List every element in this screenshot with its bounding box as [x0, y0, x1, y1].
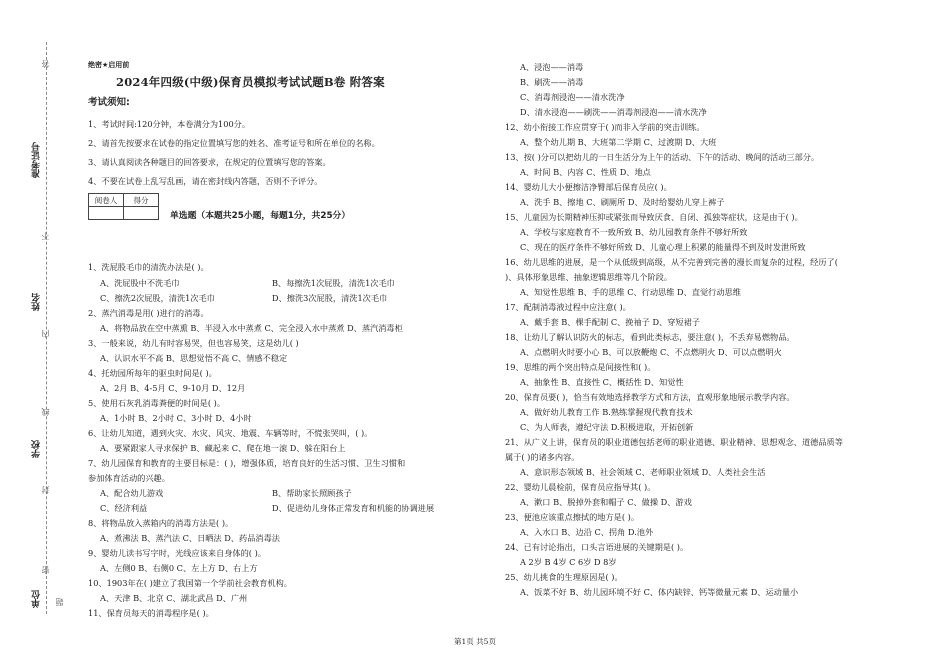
question-line: A、天津 B、北京 C、湖北武昌 D、广州	[100, 593, 248, 603]
side-mark: 密	[41, 566, 50, 574]
grader-table	[88, 193, 159, 220]
question-line: A、漱口 B、脱掉外套和帽子 C、做操 D、游戏	[520, 497, 692, 507]
question-line: 19、思维的两个突出特点是间接性和( )。	[505, 362, 656, 372]
question-line: )、具体形象思维、抽象逻辑思维等几个阶段。	[505, 272, 672, 282]
question-line: 7、幼儿园保育和教育的主要目标是：( )，增强体质，培育良好的生活习惯、卫生习惯和	[88, 458, 406, 468]
question-line: 25、幼儿挑食的生理原因是( )。	[505, 572, 623, 582]
question-line: C、经济利益	[100, 503, 148, 513]
secret-label: 绝密★启用前	[88, 61, 130, 69]
page-footer: 第1页 共5页	[454, 637, 496, 646]
question-line: 3、一般来说，幼儿有时容易哭，但也容易笑，这是幼儿( )	[88, 338, 299, 348]
question-line: 9、婴幼儿读书写字时，光线应该来自身体的( )。	[88, 548, 266, 558]
question-line: 6、让幼儿知道，遇到火灾、水灾、风灾、地震、车辆等时，不慌张哭叫，( )。	[88, 428, 373, 438]
grader-cell[interactable]	[89, 207, 124, 220]
notice-item: 1、考试时间:120分钟，本卷满分为100分。	[88, 119, 251, 129]
question-line: A、做好幼儿教育工作 B.熟练掌握现代教育技术	[520, 407, 693, 417]
seal-line	[46, 42, 47, 614]
question-line: A、学校与家庭教育不一致所致 B、幼儿园教育条件不够好所致	[520, 227, 748, 237]
side-mark: 封	[41, 486, 50, 494]
page-title: 2024年四级(中级)保育员模拟考试试题B卷 附答案	[116, 75, 385, 89]
question-line: 24、已有讨论指出，口头言语进展的关键期是( )。	[505, 542, 689, 552]
question-line: 8、将物品放入蒸箱内的消毒方法是( )。	[88, 518, 234, 528]
question-line: A、饭菜不好 B、幼儿园环境不好 C、体内缺锌、钙等微量元素 D、运动量小	[520, 587, 799, 597]
question-line: A、浸泡——消毒	[520, 62, 584, 72]
question-line: A、2月 B、4-5月 C、9-10月 D、12月	[100, 383, 246, 393]
question-line: A、点燃明火时要小心 B、可以放鞭炮 C、不点燃明火 D、可以点燃明火	[520, 347, 782, 357]
notice-item: 4、不要在试卷上乱写乱画，请在密封线内答题，否则不予评分。	[88, 176, 323, 186]
question-line: A、整个幼儿期 B、大班第二学期 C、过渡期 D、大班	[520, 137, 717, 147]
question-line: D、促进幼儿身体正常发育和机能的协调进展	[272, 503, 435, 513]
question-line: 22、婴幼儿晨检前，保育员应指导其( )。	[505, 482, 656, 492]
side-mark: 线	[41, 408, 50, 416]
question-line: B、刷洗——消毒	[520, 77, 584, 87]
score-label: 得分	[124, 194, 159, 207]
question-line: 12、幼小衔接工作应贯穿于( )而非入学前的突击训练。	[505, 122, 705, 132]
score-cell[interactable]	[124, 207, 159, 220]
question-line: A、意识形态领域 B、社会领域 C、老师职业领域 D、人类社会生活	[520, 467, 766, 477]
side-mark: 答	[41, 60, 50, 68]
question-line: D、擦洗3次屁股，清洗1次毛巾	[272, 293, 388, 303]
question-line: 14、婴幼儿大小便擦洁净臀部后保育员应( )。	[505, 182, 672, 192]
question-line: A、将物品放在空中蒸熏 B、半浸入水中蒸煮 C、完全浸入水中蒸煮 D、蒸汽消毒柜	[100, 323, 403, 333]
question-line: 23、便池应该重点擦拭的地方是( )。	[505, 512, 640, 522]
question-line: B、帮助家长照顾孩子	[272, 488, 352, 498]
side-mark: 题	[55, 598, 64, 606]
side-label-school: 学校	[32, 440, 42, 458]
question-line: B、每擦洗1次屁股，清洗1次毛巾	[272, 278, 395, 288]
question-line: A、认识水平不高 B、思想觉悟不高 C、情感不稳定	[100, 353, 288, 363]
notice-item: 3、请认真阅读各种题目的回答要求，在规定的位置填写您的答案。	[88, 157, 331, 167]
question-line: 17、配制消毒液过程中应注意( )。	[505, 302, 631, 312]
question-line: 4、托幼园所每年的驱虫时间是( )。	[88, 368, 217, 378]
side-mark: 内	[41, 330, 50, 338]
grader-label: 阅卷人	[89, 194, 124, 207]
question-line: A、抽象性 B、直接性 C、概括性 D、知觉性	[520, 377, 684, 387]
question-line: C、擦洗2次屁股，清洗1次毛巾	[100, 293, 215, 303]
question-line: 20、保育员要( )，恰当有效地选择教学方式和方法，直观形象地展示教学内容。	[505, 392, 795, 402]
question-line: 16、幼儿思维的进展，是一个从低级到高级，从不完善到完善的漫长而复杂的过程，经历了(	[505, 257, 838, 267]
question-line: A、洗屁股中不洗毛巾	[100, 278, 180, 288]
question-line: A、要紧跟家人寻求保护 B、藏起来 C、爬在地一滚 D、躲在阳台上	[100, 443, 346, 453]
side-label-exam-number: 准考证号	[32, 142, 42, 178]
question-line: 13、按( )分可以把幼儿的一日生活分为上午的活动、下午的活动、晚间的活动三部分。	[505, 152, 820, 162]
notice-title: 考试须知:	[88, 97, 130, 108]
question-line: A、戴手套 B、棵手配制 C、挽袖子 D、穿短裙子	[520, 317, 700, 327]
question-line: 11、保育员每天的消毒程序是( )。	[88, 608, 214, 618]
question-line: A、1小时 B、2小时 C、3小时 D、4小时	[100, 413, 252, 423]
side-label-name: 姓名	[32, 293, 42, 311]
question-line: A、入水口 B、边沿 C、拐角 D.池外	[520, 527, 654, 537]
side-label-unit: 单位	[32, 590, 42, 608]
question-line: 参加体育活动的兴趣。	[88, 473, 170, 483]
notice-item: 2、请首先按要求在试卷的指定位置填写您的姓名、准考证号和所在单位的名称。	[88, 138, 380, 148]
question-line: C、现在的医疗条件不够好所致 D、儿童心理上积累的能量得不到及时发泄所致	[520, 242, 806, 252]
question-line: A、煮沸法 B、蒸汽法 C、日晒法 D、药品消毒法	[100, 533, 280, 543]
question-line: A、时间 B、内容 C、性质 D、地点	[520, 167, 651, 177]
question-line: A、配合幼儿游戏	[100, 488, 164, 498]
question-line: 2、蒸汽消毒是用( )进行的消毒。	[88, 308, 209, 318]
question-line: 1、洗屁股毛巾的清洗办法是( )。	[88, 262, 209, 272]
question-line: A 2岁 B 4岁 C 6岁 D 8岁	[520, 557, 617, 567]
question-line: 18、让幼儿了解认识防火的标志，看到此类标志，要注意( )，不丢弃易燃物品。	[505, 332, 795, 342]
question-line: A、洗手 B、擦地 C、刷厕所 D、及时给婴幼儿穿上裤子	[520, 197, 725, 207]
question-line: A、左侧0 B、右侧0 C、左上方 D、右上方	[100, 563, 258, 573]
question-line: D、清水浸泡——刷洗——消毒剂浸泡——清水洗净	[520, 107, 707, 117]
question-line: C、消毒剂浸泡——清水洗净	[520, 92, 625, 102]
question-line: C、为人师表，遵纪守法 D.积极进取，开拓创新	[520, 422, 694, 432]
question-line: 10、1903年在( )建立了我国第一个学前社会教育机构。	[88, 578, 292, 588]
section-title: 单选题（本题共25小题，每题1分，共25分）	[170, 211, 351, 221]
question-line: 5、使用石灰乳消毒粪便的时间是( )。	[88, 398, 226, 408]
question-line: 属于( )的诸多内容。	[505, 452, 580, 462]
question-line: A、知觉性思维 B、手的思维 C、行动思维 D、直觉行动思维	[520, 287, 741, 297]
side-mark: 不	[41, 232, 50, 240]
question-line: 15、儿童因为长期精神压抑或紧张而导致厌食、自闭、孤独等症状，这是由于( )。	[505, 212, 803, 222]
question-line: 21、从广义上讲，保育员的职业道德包括老师的职业道德、职业精神、思想观念、道德品质等	[505, 437, 843, 447]
